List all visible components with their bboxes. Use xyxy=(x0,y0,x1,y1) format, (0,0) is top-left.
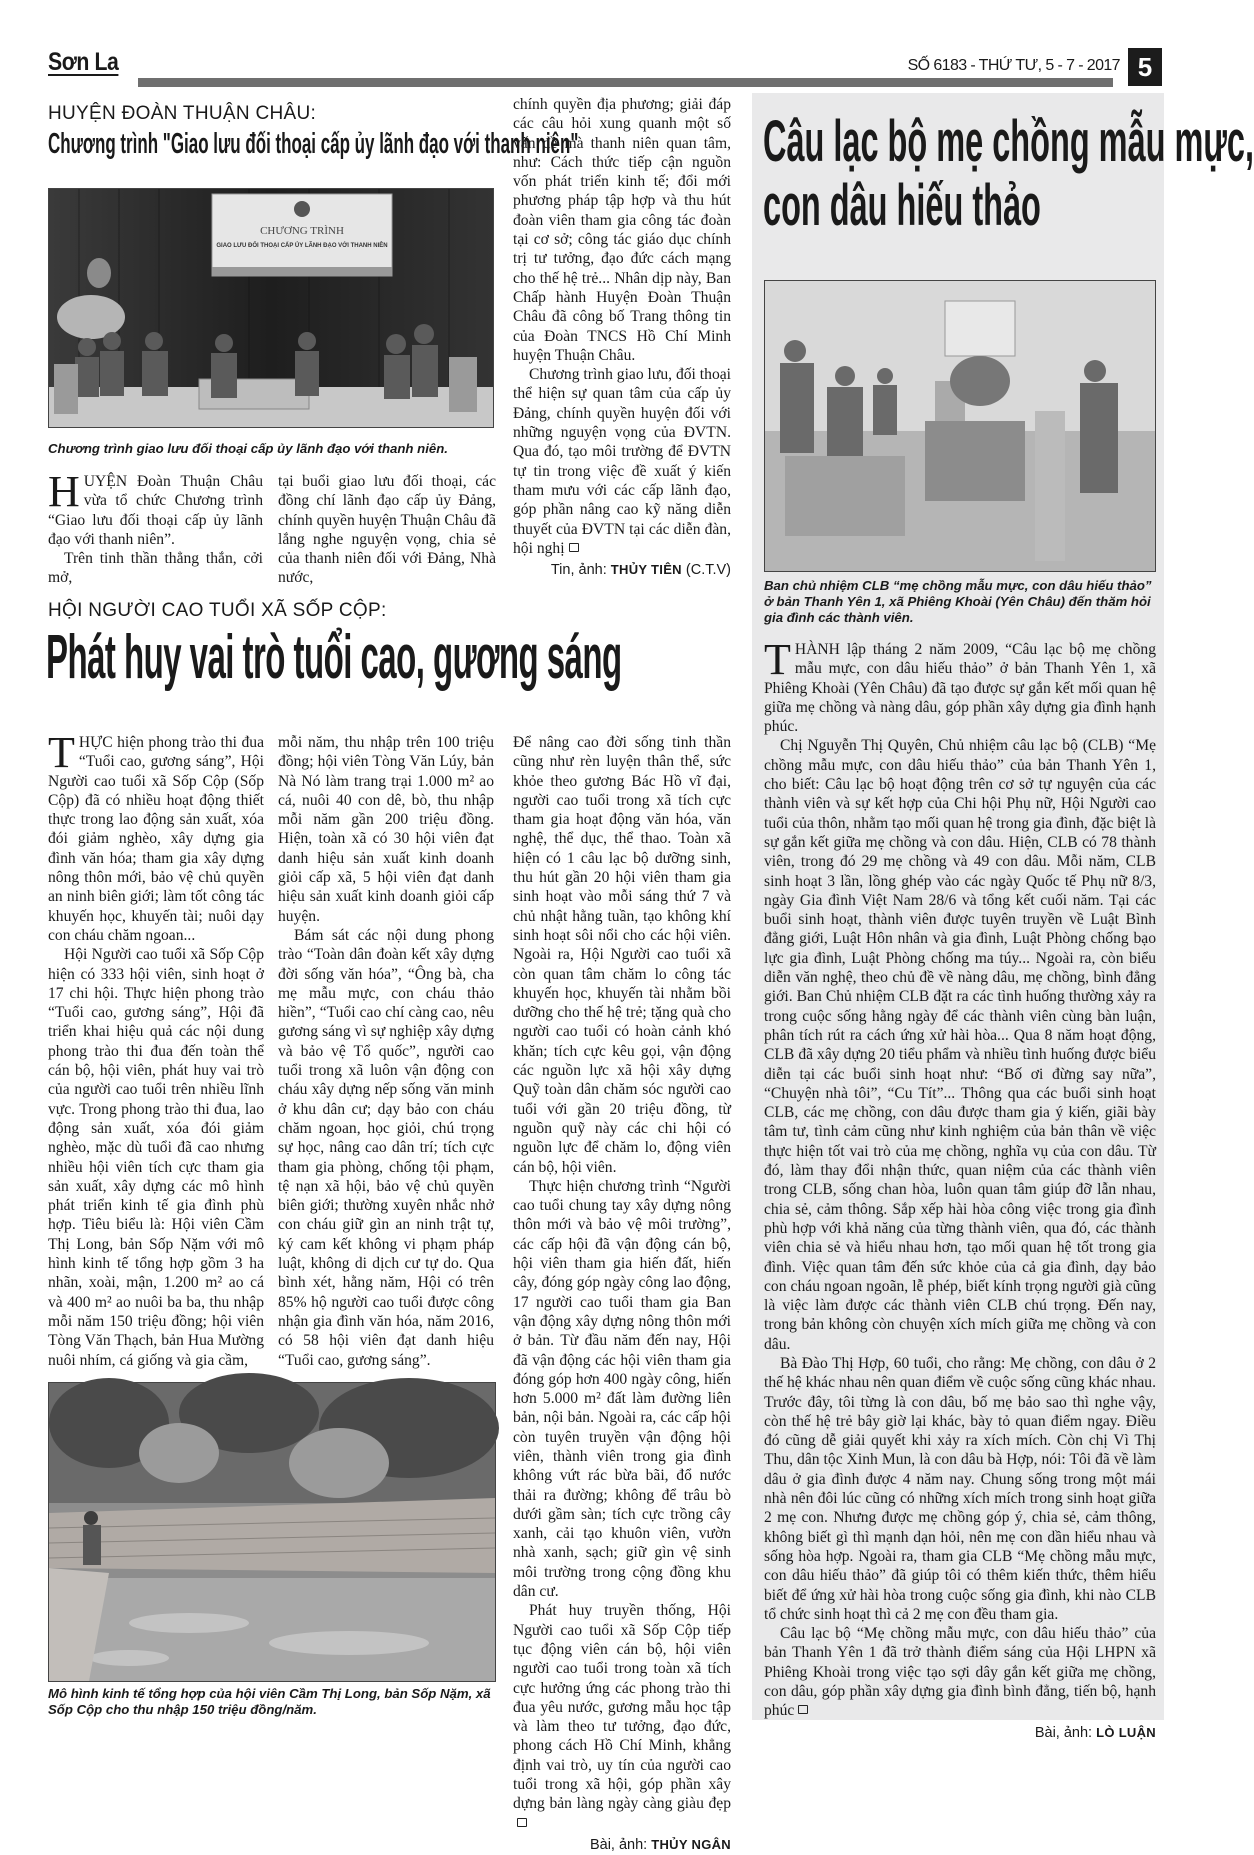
article2-kicker: HỘI NGƯỜI CAO TUỔI XÃ SỐP CỘP: xyxy=(48,600,387,621)
banner-subtitle: GIAO LƯU ĐỐI THOẠI CẤP ỦY LÃNH ĐẠO VỚI THANH NIÊN xyxy=(216,243,388,249)
article1-dropcap: H xyxy=(48,467,80,516)
article2-paragraph-3: Bám sát các nội dung phong trào “Toàn dân đoàn kết xây dựng đời sống văn hóa”, “Ông bà, cha mẹ mẫu mực, con cháu thảo hiền”, “Tuổi cao chí càng cao, nêu gương sáng vì sự nghiệp xây dựng và bảo vệ Tổ quốc”, người cao tuổi trong xã luôn vận động con cháu xây dựng nếp sống văn minh ở khu dân cư; dạy bảo con cháu chăm ngoan, học giỏi, chú trọng sự học, nâng cao dân trí; tích cực tham gia phòng, chống tội phạm, tệ nạn xã hội, bảo vệ chủ quyền biên giới; thường xuyên nhắc nhở con cháu giữ gìn an ninh trật tự, ký cam kết không vi phạm pháp luật, không di dịch cư tự do. Qua bình xét, hằng năm, Hội có trên 85% hộ người cao tuổi được công nhận gia đình văn hóa, năm 2016, có 58 hội viên đạt danh hiệu “Tuổi cao, gương sáng”. xyxy=(278,926,494,1369)
article1-paragraph-1: UYỆN Đoàn Thuận Châu vừa tổ chức Chương trình “Giao lưu đối thoại cấp ủy lãnh đạo với thanh niên”. xyxy=(48,473,263,548)
end-mark-icon xyxy=(798,1705,808,1714)
article1-column-3 xyxy=(513,95,731,580)
article1-column-1 xyxy=(48,467,263,588)
article1-photo xyxy=(48,188,494,428)
article2-column-3 xyxy=(513,733,731,1855)
article1-paragraph-2-lead: Trên tinh thần thẳng thắn, cởi mở, xyxy=(48,550,263,587)
article2-paragraph-1: HỰC hiện phong trào thi đua “Tuổi cao, gương sáng”, Hội Người cao tuổi xã Sốp Cộp (Sốp Cộp) đã có nhiều hoạt động thiết thực trong lao động sản xuất, xóa đói giảm nghèo, xây dựng gia đình văn hóa; tham gia xây dựng nông thôn mới, bảo vệ chủ quyền an ninh biên giới; làm tốt công tác khuyến học, khuyến tài; nuôi dạy con cháu chăm ngoan... xyxy=(48,734,264,944)
article1-author: THỦY TIÊN xyxy=(610,562,682,578)
article2-column-2 xyxy=(278,733,494,1378)
article2-paragraph-6: Phát huy truyền thống, Hội Người cao tuổi xã Sốp Cộp tiếp tục động viên cán bộ, hội viên người cao tuổi trong toàn xã tích cực hưởng ứng các phong trào thi đua yêu nước, gương mẫu học tập và làm theo tư tưởng, đạo đức, phong cách Hồ Chí Minh, khẳng định vai trò, uy tín của người cao tuổi trong xã hội, góp phần xây dựng bản làng ngày càng giàu đẹp xyxy=(513,1601,731,1833)
article3-byline: Bài, ảnh: LÒ LUẬN xyxy=(1034,1724,1156,1741)
article3-paragraph-4: Câu lạc bộ “Mẹ chồng mẫu mực, con dâu hiếu thảo” của bản Thanh Yên 1 đã trở thành điểm sáng của Hội LHPN xã Phiêng Khoài trong việc tạo sợi dây gắn kết giữa mẹ chồng, con dâu, góp phần xây dựng gia đình bình đẳng, tiến bộ, hạnh phúc xyxy=(764,1625,1156,1720)
fish-pond-farm-image xyxy=(49,1383,495,1681)
article3-paragraph-1: HÀNH lập tháng 2 năm 2009, “Câu lạc bộ mẹ chồng mẫu mực, con dâu hiếu thảo” ở bản Thanh Yên 1, xã Phiêng Khoài (Yên Châu) đã tạo được sự gắn kết mối quan hệ giữa mẹ chồng và nàng dâu, góp phần xây dựng gia đình hạnh phúc. xyxy=(764,641,1156,736)
article1-paragraph-3: Chương trình giao lưu, đối thoại thể hiện sự quan tâm của cấp ủy Đảng, chính quyền huyện đối với những nguyện vọng của ĐVTN. Qua đó, tạo môi trường để ĐVTN tự tin trong việc đề xuất ý kiến tham mưu với các cấp lãnh đạo, góp phần nâng cao kỹ năng diễn thuyết của ĐVTN tại các diễn đàn, hội nghị xyxy=(513,366,731,557)
article3-paragraph-3: Bà Đào Thị Hợp, 60 tuổi, cho rằng: Mẹ chồng, con dâu ở 2 thế hệ khác nhau nên quan điểm về cuộc sống cũng khác nhau. Trước đây, tôi từng là con dâu, bố mẹ bảo sao thì nghe vậy, còn thế hệ trẻ bây giờ lại khác, bày tỏ quan điểm ngay. Điều đó cũng dễ giải quyết khi xảy ra xích mích. Còn chị Vì Thị Thu, dân tộc Xinh Mun, là con dâu bà Hợp, nói: Tôi đã về làm dâu ở gia đình được 4 năm nay. Chung sống trong một mái nhà nên đôi lúc cũng có những xích mích trong sinh hoạt giữa 2 mẹ con. Nhưng được mẹ chồng góp ý, chia sẻ, cảm thông, không biết gì thì mạnh dạn hỏi, nên mẹ con dần hiểu nhau và sống hòa hợp. Ngoài ra, tham gia CLB “Mẹ chồng mẫu mực, con dâu hiếu thảo” đã giúp tôi có thêm kiến thức, thêm hiểu biết để ứng xử hài hòa trong cuộc sống gia đình, khi nào CLB tổ chức sinh hoạt thì cả 2 mẹ con đều tham gia. xyxy=(764,1354,1156,1623)
article3-photo-caption: Ban chủ nhiệm CLB “mẹ chồng mẫu mực, con dâu hiếu thảo” ở bản Thanh Yên 1, xã Phiêng Khoài (Yên Châu) đến thăm hỏi gia đình các thành viên. xyxy=(764,578,1152,625)
page-number: 5 xyxy=(1128,48,1162,86)
article2-paragraph-2-part-a: Hội Người cao tuổi xã Sốp Cộp hiện có 333 hội viên, sinh hoạt ở 17 chi hội. Thực hiện phong trào “Tuổi cao, gương sáng”, Hội đã triển khai hiệu quả các nội dung phong trào thi đua đến toàn thể cán bộ, hội viên, phát huy vai trò của người cao tuổi trên nhiều lĩnh vực. Trong phong trào thi đua, lao động sản xuất, xóa đói giảm nghèo, mặc dù tuổi đã cao nhưng nhiều hội viên tích cực tham gia sản xuất, xây dựng các mô hình phát triển kinh tế gia đình phù hợp. Tiêu biểu là: Hội viên Cầm Thị Long, bản Sốp Nặm với mô hình kinh tế tổng hợp gồm 3 ha nhãn, xoài, mận, 1.200 m² ao cá và 400 m² ao nuôi ba ba, thu nhập mỗi năm 150 triệu đồng; hội viên Tòng Văn Thạch, bản Hua Mường nuôi nhím, cá giống và gia cầm, xyxy=(48,946,264,1369)
article3-headline-line-2: con dâu hiếu thảo xyxy=(763,173,1041,238)
article3-body xyxy=(764,635,1156,1743)
article3-headline-line-1: Câu lạc bộ mẹ chồng mẫu mực, xyxy=(763,109,1254,174)
article1-kicker: HUYỆN ĐOÀN THUẬN CHÂU: xyxy=(48,103,317,124)
end-mark-icon xyxy=(569,543,579,552)
article3-author: LÒ LUẬN xyxy=(1096,1724,1156,1740)
family-visit-image xyxy=(765,281,1155,571)
article2-byline: Bài, ảnh: THỦY NGÂN xyxy=(589,1836,731,1853)
article1-byline: Tin, ảnh: THỦY TIÊN (C.T.V) xyxy=(550,562,731,579)
article3-paragraph-2: Chị Nguyễn Thị Quyên, Chủ nhiệm câu lạc bộ (CLB) “Mẹ chồng mẫu mực, con dâu hiếu thảo” của bản Thanh Yên 1, cho biết: Câu lạc bộ hoạt động trên cơ sở tự nguyện của các thành viên và sự kết hợp của Chi hội Phụ nữ, Hội Người cao tuổi của thôn, nhằm tạo mối quan hệ trong gia đình, đặc biệt là sự gắn kết giữa mẹ chồng và con dâu. Hiện, CLB có 78 thành viên, trong đó 29 mẹ chồng và 49 con dâu. Mỗi năm, CLB sinh hoạt 3 lần, lồng ghép vào các ngày Quốc tế Phụ nữ 8/3, ngày Gia đình Việt Nam 28/6 và tổng kết cuối năm. Tại các buổi sinh hoạt, thành viên được tuyên truyền về Luật Bình đẳng giới, Luật Hôn nhân và gia đình, Luật Phòng chống bạo lực gia đình, Luật Phòng chống ma túy... Ngoài ra, còn biểu diễn văn nghệ, theo chủ đề về nàng dâu, mẹ chồng, bình đẳng giới. Ban Chủ nhiệm CLB đặt ra các tình huống thường xảy ra trong cuộc sống hằng ngày để các thành viên cùng bàn luận, phân tích rút ra cách ứng xử hài hòa... Qua 8 năm hoạt động, CLB đã xây dựng 20 tiểu phẩm và nhiều tình huống được biểu diễn tại các buổi sinh hoạt như: “Bố ơi đừng say nữa”, “Chuyện nhà tôi”, “Cu Tít”... Thông qua các buổi sinh hoạt CLB, các mẹ chồng, con dâu được tham gia ý kiến, giãi bày tâm tư, tình cảm cũng như kinh nghiệm của bản thân về việc thực hiện tốt vai trò của mẹ chồng, nghĩa vụ của con dâu. Từ đó, làm thay đổi nhận thức, quan niệm của các thành viên trong CLB, sống chan hòa, luôn quan tâm giúp đỡ lẫn nhau, chia sẻ, cảm thông. Sắp xếp hài hòa công việc trong gia đình phù hợp với khả năng của từng thành viên, qua đó, các thành viên chia sẻ và hiểu nhau hơn, tạo mối quan hệ tốt trong gia đình. Việc quan tâm đến sức khỏe của cả gia đình, dạy bảo con cháu ngoan ngoãn, lễ phép, biết kính trọng người già cũng là việc làm được các thành viên CLB chú trọng. Đến nay, trong bản không còn chuyện xích mích giữa mẹ chồng và con dâu. xyxy=(764,737,1156,1353)
article1-column-2 xyxy=(278,472,496,588)
article3-headline xyxy=(763,110,1254,238)
article2-paragraph-4-part-b: Để nâng cao đời sống tinh thần cũng như rèn luyện thân thể, sức khỏe theo gương Bác Hồ vĩ đại, người cao tuổi trong xã tích cực tham gia hoạt động văn hóa, văn nghệ, thể dục, thể thao. Toàn xã hiện có 1 câu lạc bộ dưỡng sinh, thu hút gần 20 hội viên tham gia sinh hoạt vào mỗi sáng thứ 7 và chủ nhật hằng tuần, tạo không khí sinh hoạt sôi nổi cho các hội viên. Ngoài ra, Hội Người cao tuổi xã còn quan tâm chăm lo công tác khuyến học, khuyến tài nhằm bồi dưỡng cho thế hệ trẻ; tặng quà cho người cao tuổi có hoàn cảnh khó khăn; tích cực kêu gọi, vận động các nguồn lực xã hội xây dựng Quỹ toàn dân chăm sóc người cao tuổi với gần 20 triệu đồng, từ nguồn quỹ này các chi hội có nguồn lực để chăm lo, động viên cán bộ, hội viên. xyxy=(513,734,731,1176)
end-mark-icon xyxy=(517,1818,527,1827)
article2-paragraph-2-part-b: mỗi năm, thu nhập trên 100 triệu đồng; hội viên Tòng Văn Lúy, bản Nà Nó làm trang trại 1.000 m² ao cá, nuôi 40 con dê, bò, thu nhập mỗi năm gần 200 triệu đồng. Hiện, toàn xã có 30 hội viên đạt danh hiệu sản xuất kinh doanh giỏi cấp xã, 5 hội viên đạt danh hiệu sản xuất kinh doanh giỏi cấp huyện. xyxy=(278,734,494,925)
article2-column-1 xyxy=(48,728,264,1378)
article1-paragraph-2: chính quyền địa phương; giải đáp các câu hỏi xung quanh một số vấn đề mà thanh niên quan tâm, như: Cách thức tiếp cận nguồn vốn phát triển kinh tế; đổi mới phương pháp tập hợp và thu hút đoàn viên tham gia công tác đoàn tại cơ sở; công tác giáo dục chính trị tư tưởng, đạo đức cách mạng cho thế hệ trẻ... Nhân dịp này, Ban Chấp hành Huyện Đoàn Thuận Châu đã công bố Trang thông tin của Đoàn TNCS Hồ Chí Minh huyện Thuận Châu. xyxy=(513,96,731,364)
article1-photo-caption: Chương trình giao lưu đối thoại cấp ủy lãnh đạo với thanh niên. xyxy=(48,441,448,456)
article2-photo-caption: Mô hình kinh tế tổng hợp của hội viên Cầm Thị Long, bản Sốp Nặm, xã Sốp Cộp cho thu nhập 150 triệu đồng/năm. xyxy=(48,1686,491,1717)
article2-headline: Phát huy vai trò tuổi cao, gương sáng xyxy=(46,623,622,692)
article2-author: THỦY NGÂN xyxy=(651,1836,731,1852)
article1-headline: Chương trình "Giao lưu đối thoại cấp ủy lãnh đạo với thanh niên" xyxy=(48,128,579,160)
article3-photo xyxy=(764,280,1156,572)
article3-dropcap: T xyxy=(764,635,791,684)
issue-info: SỐ 6183 - THỨ TƯ, 5 - 7 - 2017 xyxy=(870,57,1120,75)
article2-photo xyxy=(48,1382,496,1682)
masthead-rule xyxy=(138,78,1113,87)
article2-paragraph-5: Thực hiện chương trình “Người cao tuổi chung tay xây dựng nông thôn mới và bảo vệ môi trường”, các cấp hội đã vận động cán bộ, hội viên tham gia hiến đất, hiến cây, đóng góp ngày công lao động, 17 người cao tuổi tham gia Ban vận động xây dựng nông thôn mới ở bản. Từ đầu năm đến nay, Hội đã vận động các hội viên tham gia đóng góp hơn 400 ngày công, hiến hơn 5.000 m² đất làm đường liên bản, nội bản. Ngoài ra, các cấp hội còn tuyên truyền vận động hội viên, thành viên trong gia đình không vứt rác bừa bãi, đổ nước thải ra đường; không để trâu bò dưới gầm sàn; tích cực trồng cây xanh, cải tạo khuôn viên, vườn nhà xanh, sạch; giữ gìn vệ sinh môi trường trong cộng đồng khu dân cư. xyxy=(513,1177,731,1601)
banner-title: CHƯƠNG TRÌNH xyxy=(260,225,344,237)
article1-col2-text: tại buổi giao lưu đối thoại, các đồng chí lãnh đạo cấp ủy Đảng, chính quyền huyện Thuận Châu đã lắng nghe nguyện vọng, chia sẻ của thanh niên đối với Đảng, Nhà nước, xyxy=(278,473,496,587)
newspaper-name: Sơn La xyxy=(48,48,119,76)
youth-dialogue-stage-image xyxy=(49,189,493,427)
article2-dropcap: T xyxy=(48,728,75,777)
